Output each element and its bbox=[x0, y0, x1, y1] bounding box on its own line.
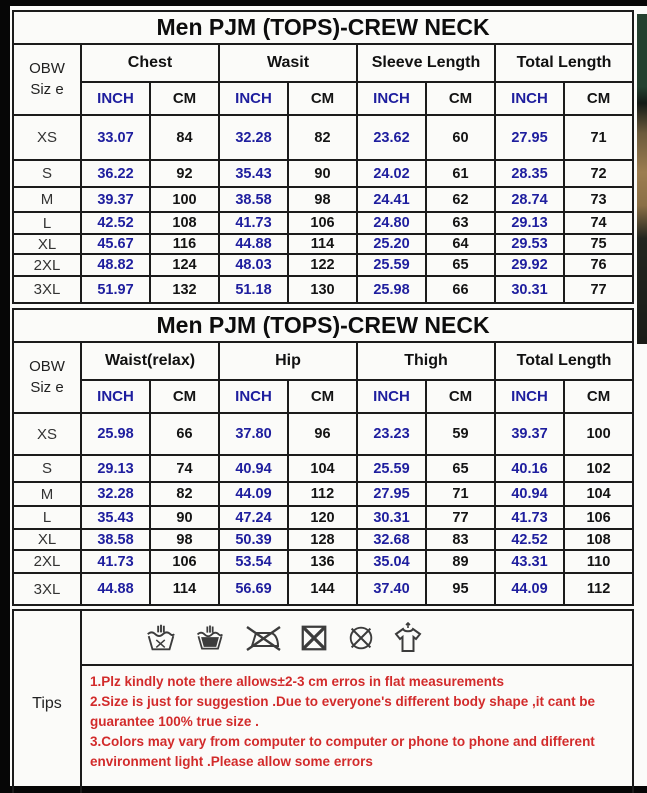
value-cm: 96 bbox=[288, 413, 357, 455]
tips-line-3: 3.Colors may vary from computer to computer or phone to phone and different environment light .Please allow some errors bbox=[90, 733, 595, 769]
wash-basin-icon bbox=[194, 622, 226, 654]
value-cm: 106 bbox=[288, 212, 357, 234]
size-row-2XL bbox=[13, 550, 633, 573]
value-inch: 56.69 bbox=[219, 573, 288, 605]
value-cm: 98 bbox=[150, 529, 219, 550]
value-inch: 29.53 bbox=[495, 234, 564, 254]
unit-header-inch: INCH bbox=[81, 380, 150, 413]
value-cm: 73 bbox=[564, 187, 633, 212]
do-not-iron-icon bbox=[243, 623, 283, 653]
value-cm: 98 bbox=[288, 187, 357, 212]
value-inch: 38.58 bbox=[219, 187, 288, 212]
measure-group-header-1: Hip bbox=[219, 342, 357, 380]
value-inch: 25.98 bbox=[357, 276, 426, 303]
value-inch: 24.41 bbox=[357, 187, 426, 212]
value-inch: 51.97 bbox=[81, 276, 150, 303]
value-inch: 41.73 bbox=[81, 550, 150, 573]
value-cm: 108 bbox=[150, 212, 219, 234]
value-inch: 44.88 bbox=[81, 573, 150, 605]
size-row-S bbox=[13, 455, 633, 482]
value-cm: 128 bbox=[288, 529, 357, 550]
value-cm: 71 bbox=[564, 115, 633, 160]
hand-wash-icon bbox=[144, 622, 178, 654]
unit-header-cm: CM bbox=[288, 82, 357, 115]
value-inch: 51.18 bbox=[219, 276, 288, 303]
measure-group-header-2: Sleeve Length bbox=[357, 44, 495, 82]
value-cm: 112 bbox=[288, 482, 357, 506]
value-cm: 114 bbox=[288, 234, 357, 254]
measure-group-header-3: Total Length bbox=[495, 342, 633, 380]
care-tips-section bbox=[12, 609, 634, 793]
value-cm: 110 bbox=[564, 550, 633, 573]
value-cm: 59 bbox=[426, 413, 495, 455]
value-cm: 63 bbox=[426, 212, 495, 234]
value-cm: 124 bbox=[150, 254, 219, 276]
value-cm: 122 bbox=[288, 254, 357, 276]
value-cm: 76 bbox=[564, 254, 633, 276]
size-row-L bbox=[13, 506, 633, 529]
corner-line-2: Siz e bbox=[30, 80, 64, 98]
value-cm: 82 bbox=[150, 482, 219, 506]
value-cm: 100 bbox=[564, 413, 633, 455]
value-cm: 116 bbox=[150, 234, 219, 254]
value-inch: 33.07 bbox=[81, 115, 150, 160]
value-inch: 48.82 bbox=[81, 254, 150, 276]
value-inch: 37.40 bbox=[357, 573, 426, 605]
tips-text bbox=[81, 665, 633, 793]
value-cm: 100 bbox=[150, 187, 219, 212]
value-inch: 23.23 bbox=[357, 413, 426, 455]
size-row-S bbox=[13, 160, 633, 187]
value-cm: 64 bbox=[426, 234, 495, 254]
value-cm: 136 bbox=[288, 550, 357, 573]
size-row-XL bbox=[13, 529, 633, 550]
size-label: 3XL bbox=[13, 276, 81, 303]
value-inch: 35.04 bbox=[357, 550, 426, 573]
unit-header-inch: INCH bbox=[357, 82, 426, 115]
measure-group-header-0: Waist(relax) bbox=[81, 342, 219, 380]
value-inch: 25.20 bbox=[357, 234, 426, 254]
unit-header-inch: INCH bbox=[219, 82, 288, 115]
unit-header-cm: CM bbox=[288, 380, 357, 413]
value-inch: 25.98 bbox=[81, 413, 150, 455]
value-cm: 95 bbox=[426, 573, 495, 605]
do-not-tumble-dry-icon bbox=[299, 623, 329, 653]
value-inch: 37.80 bbox=[219, 413, 288, 455]
value-cm: 114 bbox=[150, 573, 219, 605]
value-inch: 41.73 bbox=[219, 212, 288, 234]
value-inch: 40.16 bbox=[495, 455, 564, 482]
size-label: XS bbox=[13, 115, 81, 160]
value-inch: 39.37 bbox=[81, 187, 150, 212]
value-inch: 29.92 bbox=[495, 254, 564, 276]
adjacent-photo-sliver bbox=[637, 14, 647, 344]
value-cm: 132 bbox=[150, 276, 219, 303]
size-row-XS bbox=[13, 413, 633, 455]
value-inch: 42.52 bbox=[81, 212, 150, 234]
value-inch: 40.94 bbox=[495, 482, 564, 506]
value-inch: 42.52 bbox=[495, 529, 564, 550]
table-title: Men PJM (TOPS)-CREW NECK bbox=[13, 11, 633, 44]
value-inch: 23.62 bbox=[357, 115, 426, 160]
unit-header-cm: CM bbox=[564, 380, 633, 413]
size-label: XL bbox=[13, 529, 81, 550]
value-cm: 130 bbox=[288, 276, 357, 303]
value-inch: 45.67 bbox=[81, 234, 150, 254]
value-inch: 43.31 bbox=[495, 550, 564, 573]
value-inch: 29.13 bbox=[495, 212, 564, 234]
value-inch: 24.02 bbox=[357, 160, 426, 187]
value-inch: 48.03 bbox=[219, 254, 288, 276]
value-cm: 74 bbox=[150, 455, 219, 482]
value-inch: 32.28 bbox=[81, 482, 150, 506]
value-cm: 75 bbox=[564, 234, 633, 254]
size-label: S bbox=[13, 160, 81, 187]
value-cm: 112 bbox=[564, 573, 633, 605]
tips-line-1: 1.Plz kindly note there allows±2-3 cm erros in flat measurements bbox=[90, 674, 505, 689]
value-inch: 44.09 bbox=[495, 573, 564, 605]
size-table-tops-lower bbox=[12, 308, 634, 606]
size-row-M bbox=[13, 482, 633, 506]
unit-header-inch: INCH bbox=[219, 380, 288, 413]
value-cm: 106 bbox=[564, 506, 633, 529]
value-cm: 90 bbox=[288, 160, 357, 187]
value-inch: 25.59 bbox=[357, 254, 426, 276]
value-cm: 104 bbox=[564, 482, 633, 506]
unit-header-cm: CM bbox=[150, 380, 219, 413]
value-inch: 35.43 bbox=[219, 160, 288, 187]
tips-line-2: 2.Size is just for suggestion .Due to everyone's different body shape ,it cant be guarantee 100% true size . bbox=[90, 693, 596, 729]
care-icons-row bbox=[81, 610, 633, 665]
value-cm: 108 bbox=[564, 529, 633, 550]
value-inch: 39.37 bbox=[495, 413, 564, 455]
size-row-L bbox=[13, 212, 633, 234]
value-cm: 61 bbox=[426, 160, 495, 187]
value-cm: 106 bbox=[150, 550, 219, 573]
value-cm: 60 bbox=[426, 115, 495, 160]
value-inch: 36.22 bbox=[81, 160, 150, 187]
value-cm: 74 bbox=[564, 212, 633, 234]
size-row-3XL bbox=[13, 573, 633, 605]
value-cm: 62 bbox=[426, 187, 495, 212]
value-cm: 77 bbox=[564, 276, 633, 303]
table-title: Men PJM (TOPS)-CREW NECK bbox=[13, 309, 633, 342]
value-cm: 65 bbox=[426, 254, 495, 276]
value-inch: 53.54 bbox=[219, 550, 288, 573]
size-row-XS bbox=[13, 115, 633, 160]
measure-group-header-3: Total Length bbox=[495, 44, 633, 82]
value-inch: 28.35 bbox=[495, 160, 564, 187]
value-cm: 77 bbox=[426, 506, 495, 529]
corner-line-1: OBW bbox=[29, 60, 65, 78]
value-inch: 27.95 bbox=[495, 115, 564, 160]
size-label: 2XL bbox=[13, 550, 81, 573]
value-cm: 66 bbox=[426, 276, 495, 303]
value-cm: 92 bbox=[150, 160, 219, 187]
value-inch: 41.73 bbox=[495, 506, 564, 529]
value-inch: 27.95 bbox=[357, 482, 426, 506]
unit-header-inch: INCH bbox=[357, 380, 426, 413]
value-cm: 89 bbox=[426, 550, 495, 573]
value-cm: 102 bbox=[564, 455, 633, 482]
value-cm: 66 bbox=[150, 413, 219, 455]
value-cm: 144 bbox=[288, 573, 357, 605]
value-inch: 25.59 bbox=[357, 455, 426, 482]
unit-header-cm: CM bbox=[426, 82, 495, 115]
tips-label: Tips bbox=[13, 610, 81, 793]
unit-header-cm: CM bbox=[426, 380, 495, 413]
size-row-3XL bbox=[13, 276, 633, 303]
size-corner-header bbox=[13, 44, 81, 115]
value-cm: 120 bbox=[288, 506, 357, 529]
size-label: 3XL bbox=[13, 573, 81, 605]
value-cm: 90 bbox=[150, 506, 219, 529]
value-inch: 44.09 bbox=[219, 482, 288, 506]
value-cm: 84 bbox=[150, 115, 219, 160]
value-inch: 35.43 bbox=[81, 506, 150, 529]
corner-line-2: Siz e bbox=[30, 378, 64, 396]
size-label: 2XL bbox=[13, 254, 81, 276]
value-inch: 32.28 bbox=[219, 115, 288, 160]
size-row-2XL bbox=[13, 254, 633, 276]
value-cm: 104 bbox=[288, 455, 357, 482]
size-label: M bbox=[13, 482, 81, 506]
size-label: S bbox=[13, 455, 81, 482]
measure-group-header-0: Chest bbox=[81, 44, 219, 82]
value-cm: 71 bbox=[426, 482, 495, 506]
measure-group-header-2: Thigh bbox=[357, 342, 495, 380]
corner-line-1: OBW bbox=[29, 358, 65, 376]
value-inch: 32.68 bbox=[357, 529, 426, 550]
value-inch: 38.58 bbox=[81, 529, 150, 550]
value-inch: 30.31 bbox=[495, 276, 564, 303]
unit-header-inch: INCH bbox=[495, 82, 564, 115]
size-corner-header bbox=[13, 342, 81, 413]
value-inch: 30.31 bbox=[357, 506, 426, 529]
size-label: L bbox=[13, 212, 81, 234]
value-inch: 40.94 bbox=[219, 455, 288, 482]
value-cm: 83 bbox=[426, 529, 495, 550]
unit-header-inch: INCH bbox=[495, 380, 564, 413]
size-label: M bbox=[13, 187, 81, 212]
value-inch: 29.13 bbox=[81, 455, 150, 482]
size-row-XL bbox=[13, 234, 633, 254]
t-shirt-icon bbox=[392, 622, 424, 654]
value-cm: 72 bbox=[564, 160, 633, 187]
size-label: L bbox=[13, 506, 81, 529]
size-table-tops-upper bbox=[12, 10, 634, 304]
size-label: XS bbox=[13, 413, 81, 455]
measure-group-header-1: Wasit bbox=[219, 44, 357, 82]
value-cm: 65 bbox=[426, 455, 495, 482]
unit-header-inch: INCH bbox=[81, 82, 150, 115]
value-inch: 44.88 bbox=[219, 234, 288, 254]
size-chart-sheet bbox=[10, 6, 647, 786]
size-label: XL bbox=[13, 234, 81, 254]
do-not-dry-clean-icon bbox=[346, 623, 376, 653]
value-inch: 28.74 bbox=[495, 187, 564, 212]
unit-header-cm: CM bbox=[150, 82, 219, 115]
value-inch: 47.24 bbox=[219, 506, 288, 529]
size-row-M bbox=[13, 187, 633, 212]
value-cm: 82 bbox=[288, 115, 357, 160]
value-inch: 50.39 bbox=[219, 529, 288, 550]
value-inch: 24.80 bbox=[357, 212, 426, 234]
unit-header-cm: CM bbox=[564, 82, 633, 115]
